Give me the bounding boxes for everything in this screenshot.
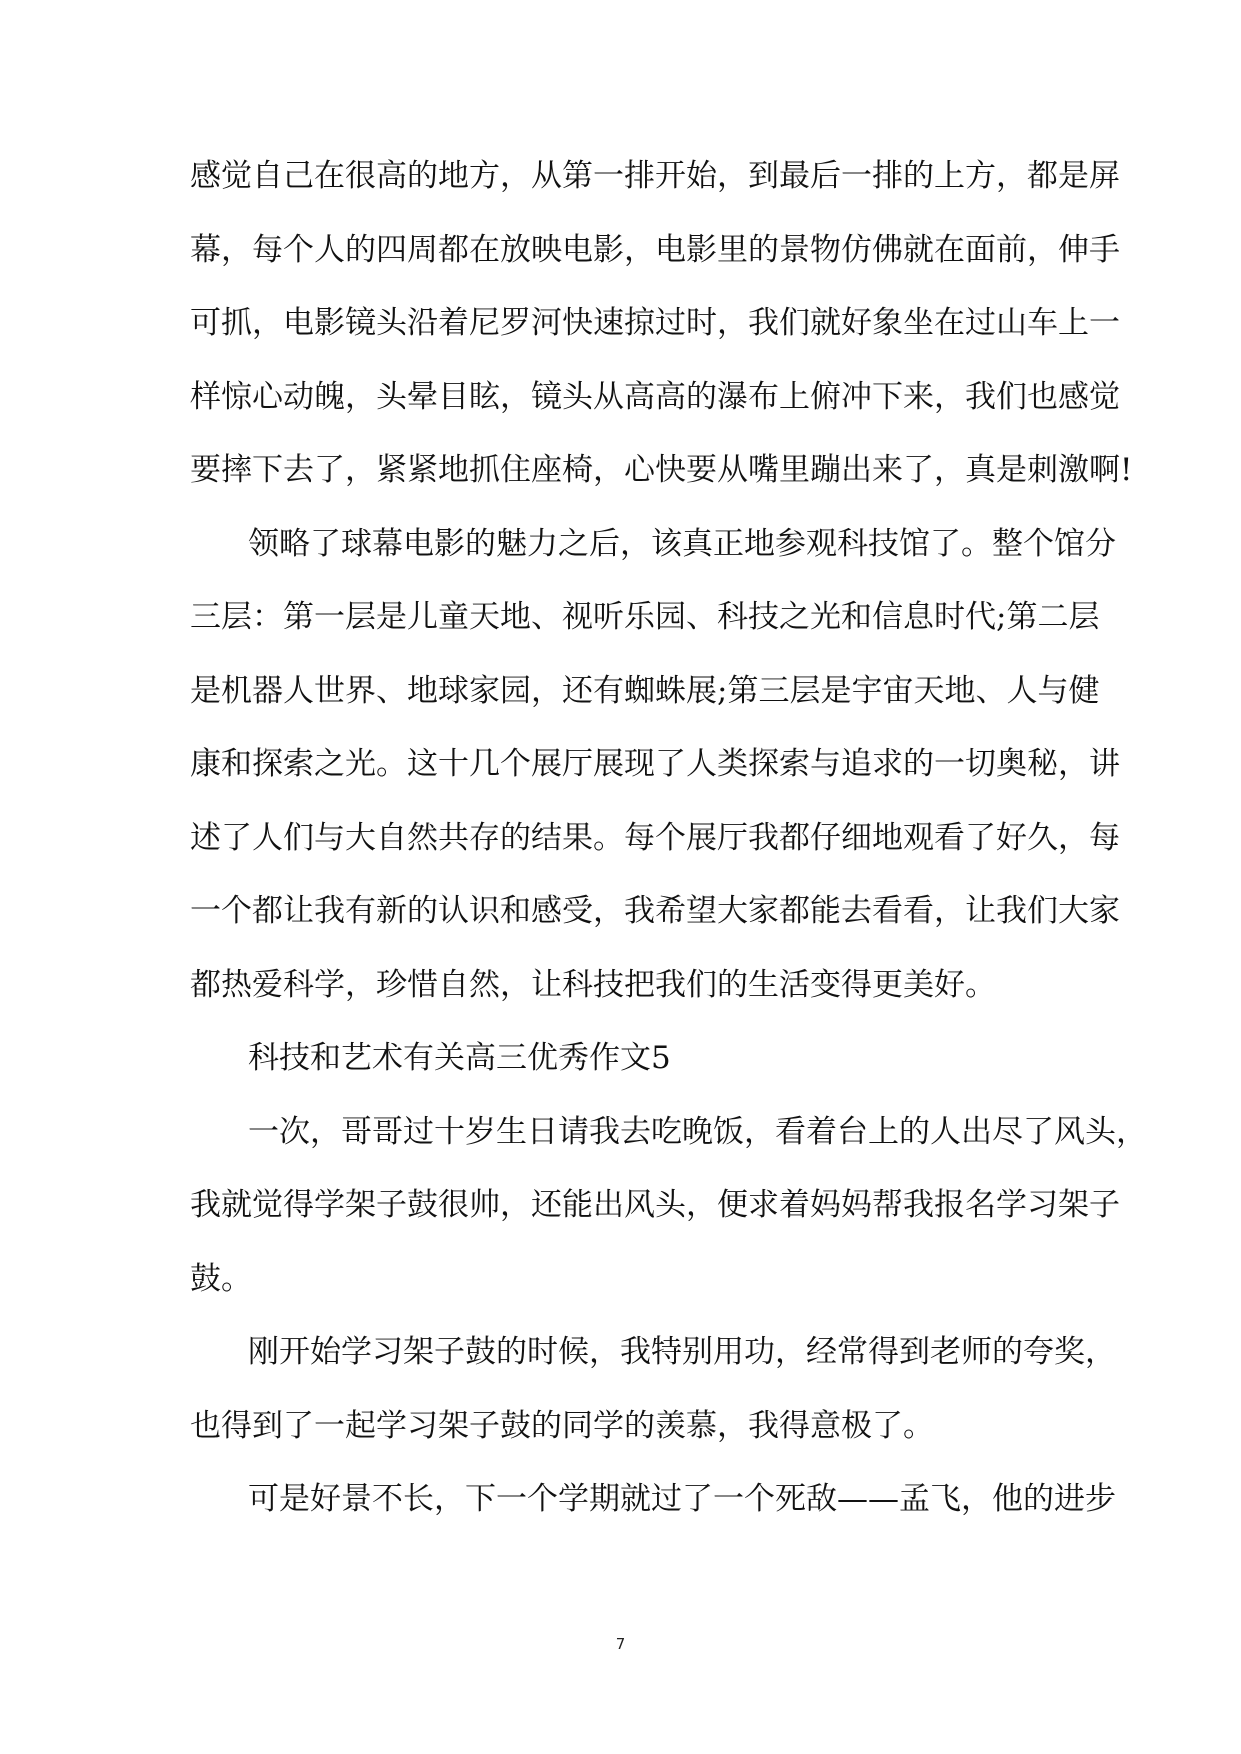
text-line: 都热爱科学，珍惜自然，让科技把我们的生活变得更美好。 [190,966,996,1003]
text-line: 一次，哥哥过十岁生日请我去吃晚饭，看着台上的人出尽了风头， [248,1113,1147,1150]
body-text [190,140,1147,1537]
text-line: 一个都让我有新的认识和感受，我希望大家都能去看看，让我们大家 [190,893,1120,929]
text-line: 鼓。 [190,1260,252,1297]
text-line: 是机器人世界、地球家园，还有蜘蛛展;第三层是宇宙天地、人与健 [190,672,1100,709]
text-line: 感觉自己在很高的地方，从第一排开始，到最后一排的上方，都是屏 [190,158,1120,194]
text-line: 领略了球幕电影的魅力之后，该真正地参观科技馆了。整个馆分 [248,525,1116,562]
text-line: 要摔下去了，紧紧地抓住座椅，心快要从嘴里蹦出来了，真是刺激啊! [190,452,1133,488]
section-heading: 科技和艺术有关高三优秀作文5 [248,1040,671,1076]
text-line: 三层：第一层是儿童天地、视听乐园、科技之光和信息时代;第二层 [190,599,1100,635]
text-line: 可抓，电影镜头沿着尼罗河快速掠过时，我们就好象坐在过山车上一 [190,305,1120,341]
text-line: 样惊心动魄，头晕目眩，镜头从高高的瀑布上俯冲下来，我们也感觉 [190,378,1120,415]
text-line: 述了人们与大自然共存的结果。每个展厅我都仔细地观看了好久，每 [190,819,1120,856]
text-line: 康和探索之光。这十几个展厅展现了人类探索与追求的一切奥秘，讲 [190,746,1120,782]
page-number: 7 [615,1635,626,1653]
text-line: 幕，每个人的四周都在放映电影，电影里的景物仿佛就在面前，伸手 [190,231,1120,268]
text-line: 可是好景不长，下一个学期就过了一个死敌——孟飞，他的进步 [248,1481,1116,1517]
text-line: 我就觉得学架子鼓很帅，还能出风头，便求着妈妈帮我报名学习架子 [190,1187,1120,1223]
text-line: 也得到了一起学习架子鼓的同学的羡慕，我得意极了。 [190,1407,934,1444]
text-line: 刚开始学习架子鼓的时候，我特别用功，经常得到老师的夸奖， [248,1334,1116,1370]
